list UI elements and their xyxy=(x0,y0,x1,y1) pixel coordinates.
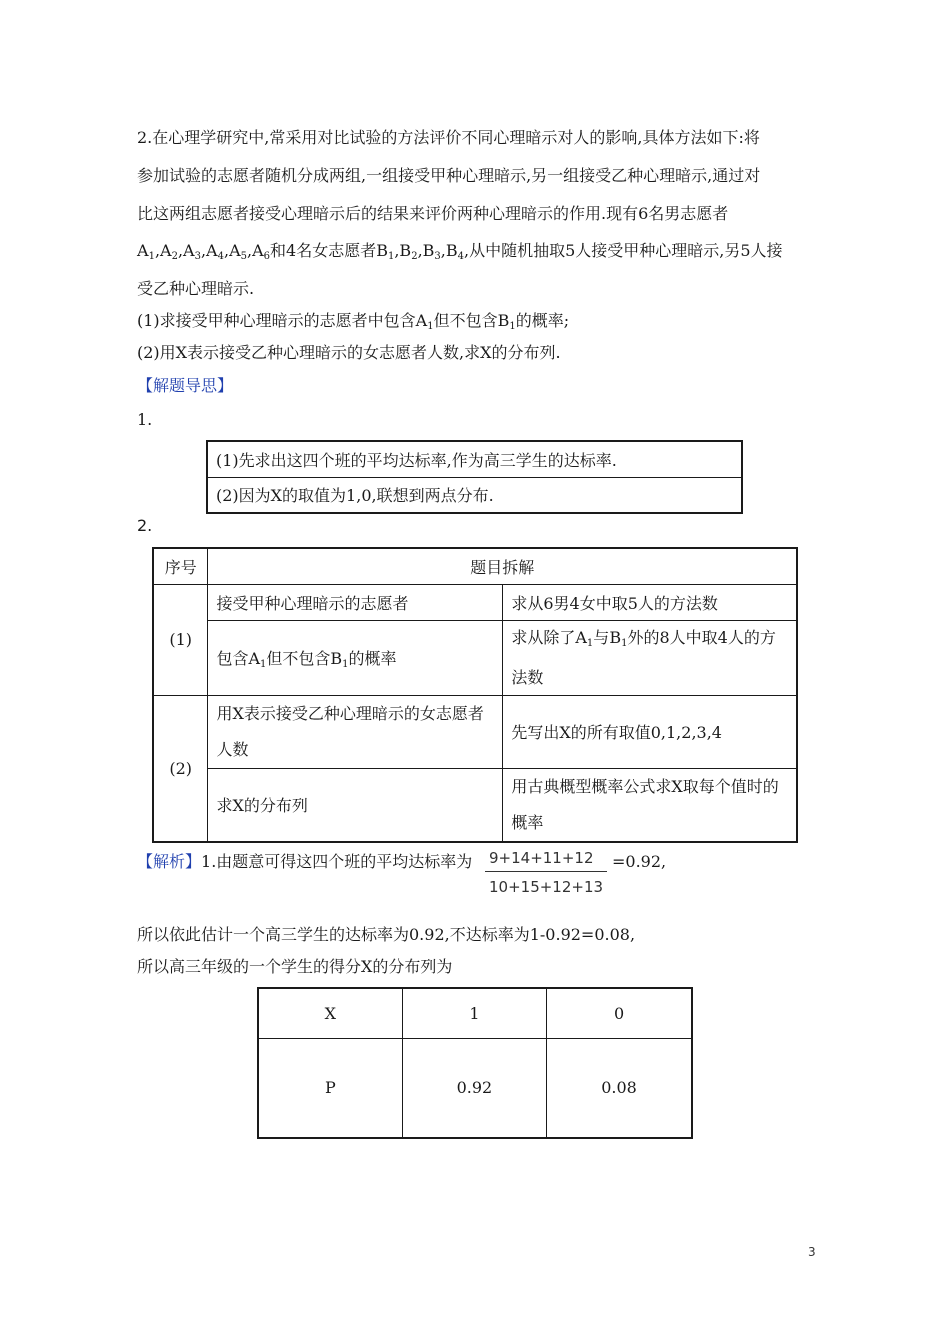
row-2a-left: 用X表示接受乙种心理暗示的女志愿者人数 xyxy=(208,695,503,768)
fraction-numerator: 9+14+11+12 xyxy=(489,849,594,867)
dist-x-header: X xyxy=(258,988,402,1038)
row-2b-left: 求X的分布列 xyxy=(208,768,503,842)
row-1a-right: 求从6男4女中取5人的方法数 xyxy=(503,584,797,620)
row-1b-right-text-c: 外的8人中取4人的方法数 xyxy=(511,627,776,687)
page-number: 3 xyxy=(808,1245,816,1259)
solution-line-1-result: =0.92, xyxy=(612,852,667,871)
row-1b-left-text-b: 但不包含 xyxy=(266,648,331,668)
row-1b-left-text-a: 包含 xyxy=(216,648,249,668)
dist-p-value-1: 0.92 xyxy=(402,1038,546,1138)
dist-p-value-2: 0.08 xyxy=(547,1038,692,1138)
guide-heading: 【解题导思】 xyxy=(137,376,234,395)
question-1-text-a: (1)求接受甲种心理暗示的志愿者中包含 xyxy=(137,311,416,330)
row-1b-right: 求从除了$A_1$与$B_1$外的8人中取4人的方法数 xyxy=(503,620,797,695)
question-1-text-b: 但不包含 xyxy=(433,311,498,330)
guide-item-2-label: 2. xyxy=(137,516,153,535)
problem-line-3: 比这两组志愿者接受心理暗示后的结果来评价两种心理暗示的作用.现有6名男志愿者 xyxy=(137,204,729,223)
dist-x-value-1: 1 xyxy=(402,988,546,1038)
row-2-index: (2) xyxy=(153,695,208,842)
problem-line-2: 参加试验的志愿者随机分成两组,一组接受甲种心理暗示,另一组接受乙种心理暗示,通过对 xyxy=(137,166,761,185)
solution-line-1-text: 1.由题意可得这四个班的平均达标率为 xyxy=(201,852,473,871)
dist-x-value-2: 0 xyxy=(547,988,692,1038)
guide-table-2 xyxy=(152,547,798,843)
solution-line-3: 所以高三年级的一个学生的得分X的分布列为 xyxy=(137,957,453,976)
row-1-index: (1) xyxy=(153,584,208,695)
row-1b-right-text-b: 与 xyxy=(593,627,610,647)
guide-item-1-label: 1. xyxy=(137,410,153,429)
distribution-table xyxy=(257,987,693,1139)
dist-p-header: P xyxy=(258,1038,402,1138)
row-2a-right: 先写出X的所有取值0,1,2,3,4 xyxy=(503,695,797,768)
problem-line-4-text-b: ,从中随机抽取5人接受甲种心理暗示,另5人接 xyxy=(464,241,783,260)
problem-line-4-text-a: 和4名女志愿者 xyxy=(270,241,377,260)
question-1: (1)求接受甲种心理暗示的志愿者中包含$A_1$但不包含$B_1$的概率; xyxy=(137,311,570,332)
problem-line-4: $A_1,A_2,A_3,A_4,A_5,A_6$和4名女志愿者$B_1,B_2,B_3,B_4$,从中随机抽取5人接受甲种心理暗示,另5人接 xyxy=(137,241,783,262)
guide-table-1 xyxy=(206,440,743,514)
problem-line-1: 2.在心理学研究中,常采用对比试验的方法评价不同心理暗示对人的影响,具体方法如下:将 xyxy=(137,128,760,147)
guide-table-1-row-2: (2)因为X的取值为1,0,联想到两点分布. xyxy=(207,477,742,513)
row-1b-left: 包含$A_1$但不包含$B_1$的概率 xyxy=(208,620,503,695)
row-2b-right: 用古典概型概率公式求X取每个值时的概率 xyxy=(503,768,797,842)
question-1-text-c: 的概率; xyxy=(515,311,570,330)
fraction-denominator: 10+15+12+13 xyxy=(489,878,604,896)
table-header-index: 序号 xyxy=(153,548,208,584)
solution-line-1 xyxy=(137,852,472,872)
row-1a-left: 接受甲种心理暗示的志愿者 xyxy=(208,584,503,620)
table-header-title: 题目拆解 xyxy=(208,548,797,584)
solution-line-2: 所以依此估计一个高三学生的达标率为0.92,不达标率为1-0.92=0.08, xyxy=(137,925,636,944)
guide-table-1-row-1: (1)先求出这四个班的平均达标率,作为高三学生的达标率. xyxy=(207,441,742,477)
fraction xyxy=(485,848,607,897)
question-2: (2)用X表示接受乙种心理暗示的女志愿者人数,求X的分布列. xyxy=(137,343,561,362)
row-1b-right-text-a: 求从除了 xyxy=(511,627,576,647)
solution-heading: 【解析】 xyxy=(137,852,202,871)
problem-line-5: 受乙种心理暗示. xyxy=(137,279,255,298)
fraction-bar xyxy=(485,871,607,872)
row-1b-left-text-c: 的概率 xyxy=(348,648,397,668)
